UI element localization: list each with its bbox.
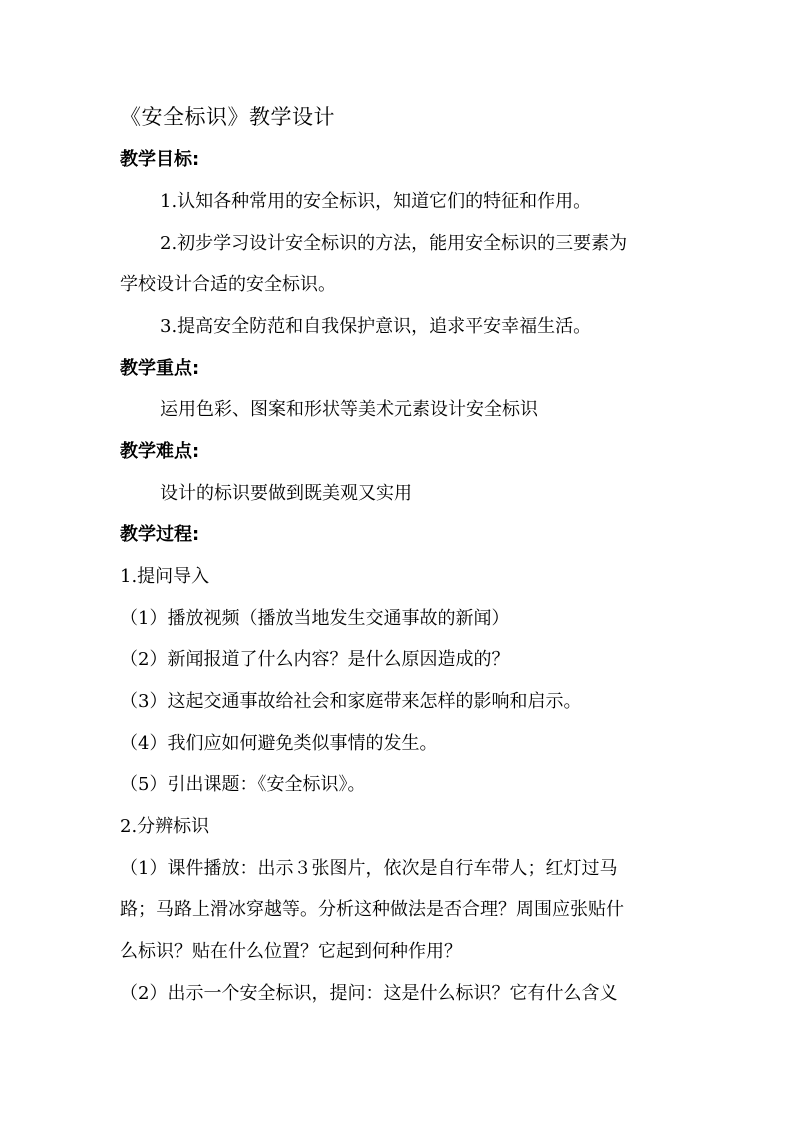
focus-heading: 教学重点: [120, 358, 200, 379]
step-1-item: （3）这起交通事故给社会和家庭带来怎样的影响和启示。 [120, 691, 582, 712]
step-2-item-2-line-1: （2）出示一个安全标识，提问：这是什么标识？它有什么含义 [120, 983, 618, 1004]
focus-text: 运用色彩、图案和形状等美术元素设计安全标识 [160, 399, 538, 420]
step-1-item: （2）新闻报道了什么内容？是什么原因造成的？ [120, 649, 510, 670]
step-2-item-1-line-1: （1）课件播放：出示３张图片，依次是自行车带人；红灯过马 [120, 858, 618, 879]
step-1-heading: 1.提问导入 [120, 566, 210, 587]
goal-item-2-line-2: 学校设计合适的安全标识。 [120, 274, 336, 295]
goal-item-2-line-1: 2.初步学习设计安全标识的方法，能用安全标识的三要素为 [160, 233, 628, 254]
step-2-item-1-line-2: 路；马路上滑冰穿越等。分析这种做法是否合理？周围应张贴什 [120, 899, 624, 920]
step-2-item-1-line-3: 么标识？贴在什么位置？它起到何种作用？ [120, 941, 462, 962]
difficulty-heading: 教学难点: [120, 441, 200, 462]
goal-item-1: 1.认知各种常用的安全标识，知道它们的特征和作用。 [160, 191, 592, 212]
difficulty-text: 设计的标识要做到既美观又实用 [160, 483, 412, 504]
step-2-heading: 2.分辨标识 [120, 816, 210, 837]
document-title: 《安全标识》教学设计 [120, 105, 335, 129]
step-1-item: （4）我们应如何避免类似事情的发生。 [120, 733, 438, 754]
goals-heading: 教学目标: [120, 149, 200, 170]
step-1-item: （1）播放视频（播放当地发生交通事故的新闻） [120, 608, 510, 629]
step-1-item: （5）引出课题：《安全标识》。 [120, 774, 366, 795]
goal-item-3: 3.提高安全防范和自我保护意识，追求平安幸福生活。 [160, 316, 592, 337]
process-heading: 教学过程: [120, 524, 200, 545]
